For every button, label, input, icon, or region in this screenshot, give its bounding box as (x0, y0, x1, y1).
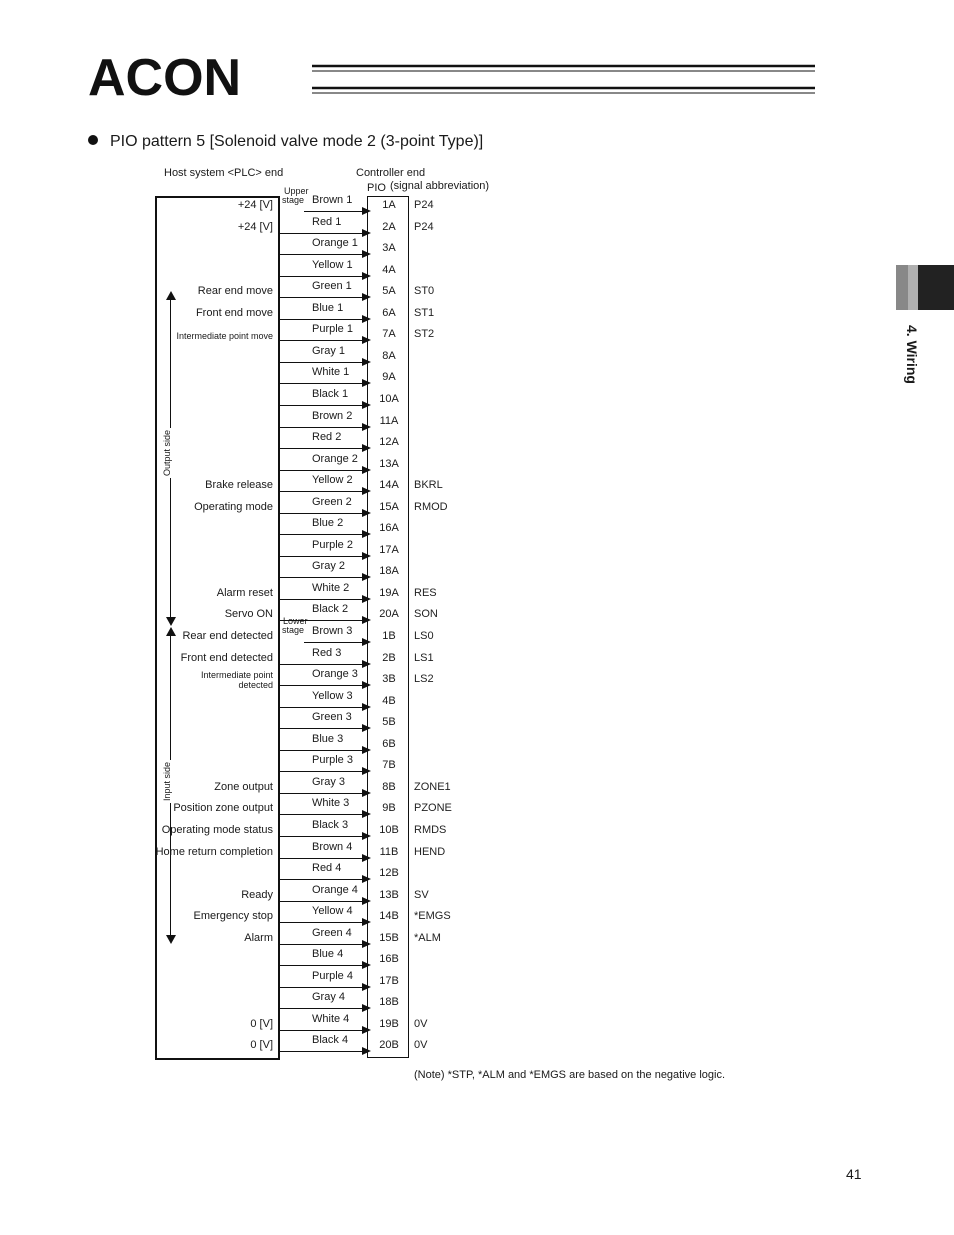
host-function-label: Brake release (205, 479, 273, 492)
wire-color-label: Black 3 (312, 818, 349, 831)
arrow-head-icon (362, 336, 371, 344)
host-function-label: Front end move (195, 306, 273, 319)
input-down-arrow-icon (166, 935, 176, 944)
signal-abbreviation: HEND (414, 845, 446, 858)
wire-color-label: Blue 2 (312, 517, 344, 530)
host-function-label: Rear end move (197, 285, 273, 298)
host-function-label: Operating mode (194, 500, 273, 513)
pin-number: 12B (379, 867, 399, 880)
wire-color-label: Red 2 (312, 431, 342, 444)
arrow-head-icon (362, 530, 371, 538)
arrow-head-icon (362, 660, 371, 668)
input-up-arrow-icon (166, 627, 176, 636)
signal-abbreviation: 0V (414, 1017, 428, 1030)
lower-stage-label-1: Lower (283, 616, 308, 626)
arrow-head-icon (362, 638, 371, 646)
arrow-head-icon (362, 401, 371, 409)
pin-number: 6B (382, 737, 396, 750)
arrow-head-icon (362, 207, 371, 215)
lower-stage-label-2: stage (282, 625, 305, 635)
arrow-head-icon (362, 746, 371, 754)
pin-number: 1A (382, 199, 396, 211)
pin-number: 15A (379, 500, 399, 513)
pin-number: 19A (379, 586, 399, 599)
pin-number: 3A (382, 242, 396, 255)
host-function-label: +24 [V] (237, 220, 273, 233)
host-function-label: Emergency stop (193, 910, 273, 923)
wire-color-label: Yellow 1 (312, 258, 353, 271)
signal-abbreviation: PZONE (414, 802, 452, 815)
pin-number: 13A (379, 457, 399, 470)
pin-number: 18B (379, 996, 399, 1009)
signal-abbreviation: P24 (414, 220, 434, 233)
wire-color-label: Brown 2 (312, 409, 353, 422)
controller-end-label: Controller end (356, 167, 426, 179)
arrow-head-icon (362, 875, 371, 883)
wire-color-label: White 1 (312, 366, 350, 379)
pin-number: 5A (382, 285, 396, 298)
output-side-label: Output side (162, 429, 172, 476)
pin-number: 9A (382, 371, 396, 384)
host-function-label: Alarm (244, 931, 273, 944)
arrow-head-icon (362, 466, 371, 474)
wire-color-label: Red 3 (312, 646, 342, 659)
wire-color-label: White 2 (312, 581, 350, 594)
wire-color-label: Black 2 (312, 603, 349, 616)
pin-number: 3B (382, 673, 396, 686)
heading-text: PIO pattern 5 [Solenoid valve mode 2 (3-point Type)] (110, 133, 484, 150)
host-function-label: Front end detected (180, 651, 273, 664)
pin-number: 1B (382, 630, 396, 642)
host-function-label: Operating mode status (161, 823, 273, 836)
wire-color-label: White 4 (312, 1012, 350, 1025)
pio-label: PIO (367, 182, 386, 194)
pin-number: 17A (379, 543, 399, 556)
pin-number: 16B (379, 953, 399, 966)
wire-color-label: Green 3 (312, 711, 352, 724)
pin-number: 6A (382, 306, 396, 319)
arrow-head-icon (362, 552, 371, 560)
bullet-icon (88, 135, 98, 145)
host-function-label: Zone output (214, 780, 273, 793)
pin-number: 9B (382, 802, 396, 815)
wire-color-label: Gray 1 (312, 344, 346, 357)
host-function-label: Position zone output (173, 802, 273, 815)
pin-number: 16A (379, 522, 399, 535)
pin-number: 15B (379, 931, 399, 944)
arrow-head-icon (362, 1026, 371, 1034)
arrow-head-icon (362, 487, 371, 495)
signal-abbreviation: RMDS (414, 823, 447, 836)
wire-color-label: Yellow 2 (312, 474, 353, 487)
wire-color-label: Brown 3 (312, 625, 353, 637)
page-number: 41 (846, 1166, 862, 1182)
wire-color-label: Gray 2 (312, 560, 346, 573)
wire-color-label: Blue 3 (312, 732, 344, 745)
wire-color-label: Black 4 (312, 1034, 349, 1047)
pin-number: 18A (379, 565, 399, 578)
upper-stage-label-1: Upper (284, 186, 309, 196)
wire-color-label: Green 2 (312, 495, 352, 508)
wire-color-label: Orange 3 (312, 668, 358, 681)
wire-color-label: Brown 4 (312, 840, 353, 853)
pin-number: 2B (382, 651, 396, 664)
signal-abbreviation: ST0 (414, 285, 435, 298)
host-function-label: Servo ON (224, 608, 273, 621)
pin-number: 8A (382, 349, 396, 362)
host-function-label: Ready (241, 888, 273, 901)
output-down-arrow-icon (166, 617, 176, 626)
pin-number: 11B (379, 845, 399, 858)
signal-abbreviation: *ALM (414, 931, 441, 944)
host-function-label: Rear end detected (182, 630, 273, 642)
wire-color-label: Purple 3 (312, 754, 353, 767)
host-function-label: +24 [V] (237, 199, 273, 211)
pin-number: 14B (379, 910, 399, 923)
pin-number: 7A (382, 328, 396, 341)
wire-color-label: Blue 4 (312, 948, 344, 961)
arrow-head-icon (362, 595, 371, 603)
pin-number: 10B (379, 823, 399, 836)
signal-abbrev-label: (signal abbreviation) (390, 180, 490, 192)
wire-color-label: Green 1 (312, 280, 352, 293)
wire-color-label: Blue 1 (312, 301, 344, 314)
pin-number: 12A (379, 436, 399, 449)
signal-abbreviation: BKRL (414, 479, 443, 492)
signal-abbreviation: LS1 (414, 651, 434, 664)
signal-abbreviation: *EMGS (414, 910, 451, 923)
wire-color-label: Red 1 (312, 215, 342, 228)
arrow-head-icon (362, 789, 371, 797)
arrow-head-icon (362, 681, 371, 689)
arrow-head-icon (362, 250, 371, 258)
pin-number: 4B (382, 694, 396, 707)
arrow-head-icon (362, 229, 371, 237)
signal-abbreviation: ST1 (414, 306, 435, 319)
pin-number: 13B (379, 888, 399, 901)
wire-color-label: Brown 1 (312, 194, 353, 206)
acon-logo (88, 50, 818, 100)
arrow-head-icon (362, 983, 371, 991)
signal-abbreviation: RMOD (414, 500, 448, 513)
pin-number: 4A (382, 263, 396, 276)
wire-color-label: Purple 4 (312, 969, 353, 982)
wire-color-label: Orange 4 (312, 883, 358, 896)
pin-number: 20B (379, 1039, 399, 1052)
signal-abbreviation: P24 (414, 199, 434, 211)
host-function-label: Intermediate point move (176, 331, 273, 342)
signal-abbreviation: ZONE1 (414, 780, 451, 793)
signal-abbreviation: ST2 (414, 328, 435, 341)
arrow-head-icon (362, 961, 371, 969)
pin-number: 17B (379, 974, 399, 987)
wire-color-label: Orange 2 (312, 452, 358, 465)
arrow-head-icon (362, 293, 371, 301)
wire-color-label: Red 4 (312, 862, 342, 875)
arrow-head-icon (362, 897, 371, 905)
logo-text: ACON (88, 50, 242, 100)
arrow-head-icon (362, 832, 371, 840)
signal-abbreviation: LS0 (414, 630, 434, 642)
wire-color-label: Black 1 (312, 387, 349, 400)
chapter-tab-label: 4. Wiring (904, 325, 920, 384)
arrow-head-icon (362, 315, 371, 323)
arrow-head-icon (362, 444, 371, 452)
wire-color-label: Orange 1 (312, 237, 358, 250)
host-function-label: Home return completion (155, 845, 273, 858)
arrow-head-icon (362, 358, 371, 366)
arrow-head-icon (362, 767, 371, 775)
upper-stage-label-2: stage (282, 195, 305, 205)
arrow-head-icon (362, 423, 371, 431)
signal-abbreviation: SON (414, 608, 438, 621)
wire-color-label: Yellow 4 (312, 905, 353, 918)
wire-color-label: Purple 2 (312, 538, 353, 551)
output-up-arrow-icon (166, 291, 176, 300)
input-side-label: Input side (162, 761, 172, 801)
section-heading (88, 133, 483, 151)
wire-color-label: White 3 (312, 797, 350, 810)
pin-number: 8B (382, 780, 396, 793)
signal-abbreviation: LS2 (414, 673, 434, 686)
wire-color-label: Green 4 (312, 926, 352, 939)
pin-number: 20A (379, 608, 399, 621)
arrow-head-icon (362, 810, 371, 818)
signal-abbreviation: SV (414, 888, 429, 901)
arrow-head-icon (362, 703, 371, 711)
wire-color-label: Gray 3 (312, 775, 346, 788)
arrow-head-icon (362, 573, 371, 581)
arrow-head-icon (362, 1004, 371, 1012)
arrow-head-icon (362, 940, 371, 948)
host-end-label: Host system <PLC> end (164, 167, 284, 179)
host-function-label: Alarm reset (216, 586, 273, 599)
pin-number: 10A (379, 392, 399, 405)
wire-color-label: Gray 4 (312, 991, 346, 1004)
footnote: (Note) *STP, *ALM and *EMGS are based on the negative logic. (414, 1069, 726, 1081)
arrow-head-icon (362, 918, 371, 926)
wire-color-label: Yellow 3 (312, 689, 353, 702)
arrow-head-icon (362, 509, 371, 517)
arrow-head-icon (362, 1047, 371, 1055)
chapter-tab (896, 265, 954, 310)
wire-color-label: Purple 1 (312, 323, 353, 336)
pin-number: 5B (382, 716, 396, 729)
signal-abbreviation: RES (414, 586, 437, 599)
arrow-head-icon (362, 379, 371, 387)
pin-number: 2A (382, 220, 396, 233)
pin-number: 19B (379, 1017, 399, 1030)
signal-abbreviation: 0V (414, 1039, 428, 1052)
arrow-head-icon (362, 854, 371, 862)
pin-number: 11A (379, 414, 399, 427)
pin-number: 7B (382, 759, 396, 772)
host-function-label: 0 [V] (250, 1017, 273, 1030)
host-function-label: 0 [V] (250, 1039, 273, 1052)
pin-number: 14A (379, 479, 399, 492)
arrow-head-icon (362, 616, 371, 624)
arrow-head-icon (362, 724, 371, 732)
arrow-head-icon (362, 272, 371, 280)
host-function-label: Intermediate point detected (200, 670, 273, 691)
